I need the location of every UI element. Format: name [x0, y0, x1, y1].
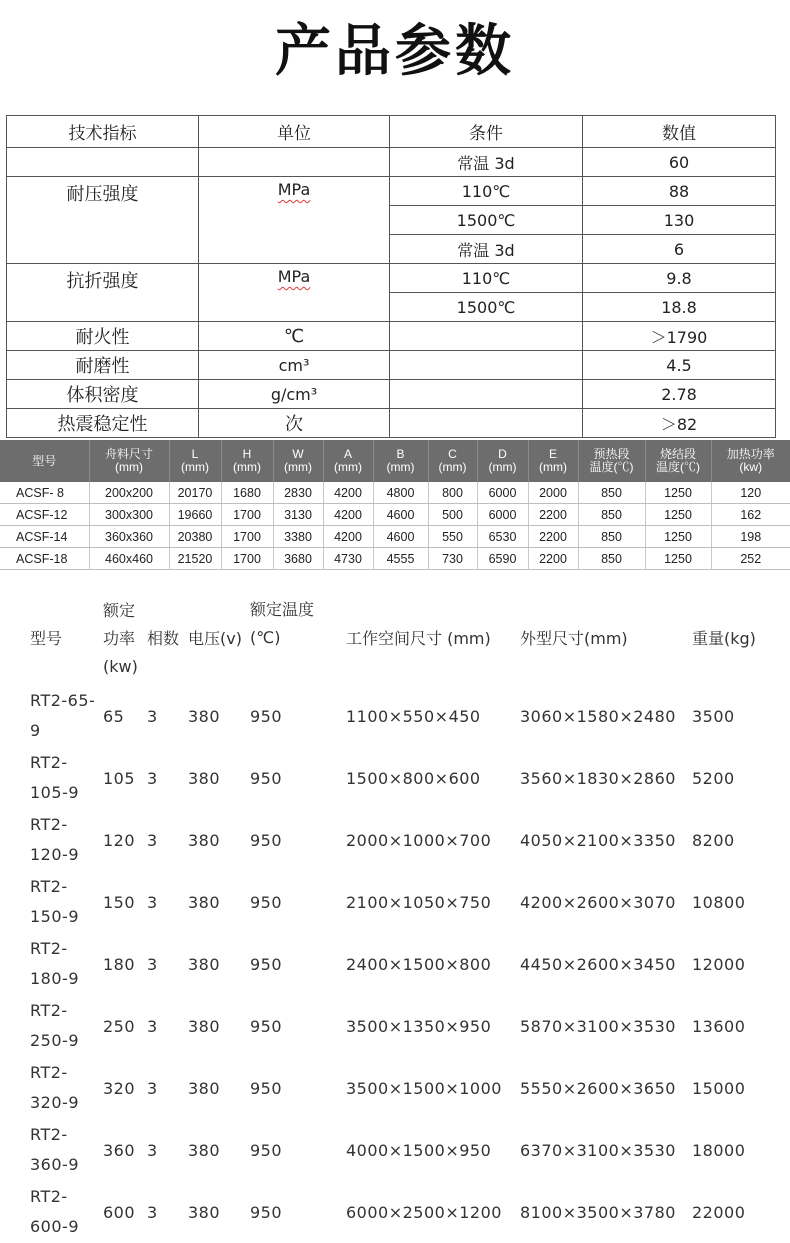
model-line: 9	[30, 721, 41, 740]
work-cell: 6000×2500×1200	[346, 1202, 502, 1222]
unit-text: MPa	[277, 180, 311, 199]
density-label: 体积密度	[7, 380, 199, 409]
table-cell: 300x300	[89, 504, 169, 526]
weight-cell: 12000	[692, 954, 746, 974]
unit-text: MPa	[277, 267, 311, 286]
table-cell: 850	[578, 526, 645, 548]
header-line: 型号	[32, 453, 57, 468]
column-header	[0, 440, 89, 482]
thermal-shock-unit: 次	[199, 409, 390, 438]
power-cell: 120	[103, 830, 136, 850]
outer-cell: 8100×3500×3780	[520, 1202, 676, 1222]
header-line: (mm)	[386, 460, 415, 474]
header-line: (mm)	[284, 460, 312, 474]
blank-cell	[199, 148, 390, 177]
column-header	[477, 440, 528, 482]
outer-cell: 5550×2600×3650	[520, 1078, 676, 1098]
model-line: 320-9	[30, 1093, 79, 1112]
condition-cell	[390, 409, 583, 438]
table-cell: 360x360	[89, 526, 169, 548]
table-cell: 120	[711, 482, 790, 504]
temp-cell: 950	[250, 768, 283, 788]
model-cell	[30, 685, 103, 747]
power-cell: 360	[103, 1140, 136, 1160]
abrasion-unit: cm³	[199, 351, 390, 380]
outer-cell: 3560×1830×2860	[520, 768, 676, 788]
value-cell: 130	[583, 206, 776, 235]
model-cell	[30, 1057, 103, 1119]
value-cell: ＞82	[583, 409, 776, 438]
model-cell	[30, 809, 103, 871]
table-cell: 730	[428, 548, 477, 570]
header-line: E	[548, 447, 557, 461]
refractoriness-label: 耐火性	[7, 322, 199, 351]
temp-cell: 950	[250, 830, 283, 850]
column-header	[645, 440, 711, 482]
table-cell: 1250	[645, 482, 711, 504]
weight-cell: 10800	[692, 892, 746, 912]
condition-cell: 1500℃	[390, 206, 583, 235]
table-cell: 3380	[273, 526, 323, 548]
header-line: 额定	[103, 601, 136, 620]
table-cell: 850	[578, 504, 645, 526]
header-line: (mm)	[115, 460, 143, 474]
table-row	[30, 685, 770, 747]
header-line: 额定温度	[250, 600, 315, 619]
condition-cell	[390, 322, 583, 351]
condition-cell: 常温 3d	[390, 148, 583, 177]
temp-cell: 950	[250, 1140, 283, 1160]
voltage-cell: 380	[188, 954, 221, 974]
power-cell: 180	[103, 954, 136, 974]
header-line: (mm)	[488, 460, 517, 474]
table-cell: 4600	[373, 504, 428, 526]
table-cell: 19660	[169, 504, 221, 526]
flexural-strength-label: 抗折强度	[7, 264, 199, 322]
model-cell	[30, 995, 103, 1057]
column-header	[89, 440, 169, 482]
condition-cell: 1500℃	[390, 293, 583, 322]
blank-cell	[7, 148, 199, 177]
header-condition: 条件	[390, 116, 583, 148]
temp-cell: 950	[250, 892, 283, 912]
header-indicator: 技术指标	[7, 116, 199, 148]
header-line: 温度(℃)	[589, 460, 634, 474]
column-header	[323, 440, 373, 482]
power-cell: 250	[103, 1016, 136, 1036]
header-line: H	[242, 447, 252, 461]
model-line: RT2-65-	[30, 691, 96, 710]
table-cell: 800	[428, 482, 477, 504]
table-cell: 2200	[528, 548, 578, 570]
condition-cell: 110℃	[390, 177, 583, 206]
value-cell: 88	[583, 177, 776, 206]
table-row	[30, 747, 770, 809]
condition-cell: 110℃	[390, 264, 583, 293]
voltage-cell: 380	[188, 1202, 221, 1222]
voltage-cell: 380	[188, 706, 221, 726]
header-line: W	[292, 447, 304, 461]
value-cell: 18.8	[583, 293, 776, 322]
header-unit: 单位	[199, 116, 390, 148]
model-cell	[30, 1181, 103, 1243]
table-cell: 1680	[221, 482, 273, 504]
phase-cell: 3	[147, 1016, 158, 1036]
table-row	[30, 995, 770, 1057]
header-phase: 相数	[147, 629, 180, 648]
page-title: 产品参数	[275, 19, 515, 84]
work-cell: 3500×1500×1000	[346, 1078, 502, 1098]
table-cell: 4555	[373, 548, 428, 570]
table-cell: 2200	[528, 526, 578, 548]
phase-cell: 3	[147, 1202, 158, 1222]
column-header	[273, 440, 323, 482]
table-cell: 20380	[169, 526, 221, 548]
header-line: L	[191, 447, 199, 461]
header-line: 预热段	[593, 447, 630, 461]
header-work-size: 工作空间尺寸 (mm)	[346, 629, 491, 648]
table-cell: 1700	[221, 504, 273, 526]
header-outer-size: 外型尺寸(mm)	[520, 629, 628, 648]
table-cell: 460x460	[89, 548, 169, 570]
outer-cell: 4200×2600×3070	[520, 892, 676, 912]
model-line: RT2-	[30, 1187, 68, 1206]
table-cell: 1250	[645, 526, 711, 548]
column-header	[578, 440, 645, 482]
column-header	[711, 440, 790, 482]
table-cell: ACSF-14	[0, 526, 89, 548]
table-cell: 4200	[323, 526, 373, 548]
table-cell: ACSF-18	[0, 548, 89, 570]
header-line: 功率	[103, 629, 136, 648]
work-cell: 4000×1500×950	[346, 1140, 492, 1160]
temp-cell: 950	[250, 1016, 283, 1036]
table-cell: 3680	[273, 548, 323, 570]
value-cell: 2.78	[583, 380, 776, 409]
table-cell: 4730	[323, 548, 373, 570]
table-cell: 200x200	[89, 482, 169, 504]
weight-cell: 18000	[692, 1140, 746, 1160]
condition-cell: 常温 3d	[390, 235, 583, 264]
header-voltage: 电压(v)	[188, 629, 242, 648]
table-cell: 4800	[373, 482, 428, 504]
phase-cell: 3	[147, 954, 158, 974]
table-header-row	[7, 116, 776, 148]
rt2-furnace-table	[30, 593, 770, 1243]
header-line: (mm)	[233, 460, 261, 474]
model-line: 360-9	[30, 1155, 79, 1174]
header-line: C	[448, 447, 457, 461]
table-cell: 4600	[373, 526, 428, 548]
value-cell: 4.5	[583, 351, 776, 380]
header-line: (℃)	[250, 628, 281, 647]
voltage-cell: 380	[188, 1078, 221, 1098]
model-cell	[30, 1119, 103, 1181]
table-cell: 6530	[477, 526, 528, 548]
column-header	[428, 440, 477, 482]
phase-cell: 3	[147, 1078, 158, 1098]
table-row	[7, 148, 776, 177]
column-header	[373, 440, 428, 482]
value-cell: 60	[583, 148, 776, 177]
model-line: RT2-	[30, 877, 68, 896]
table-row	[7, 322, 776, 351]
model-line: RT2-	[30, 753, 68, 772]
outer-cell: 6370×3100×3530	[520, 1140, 676, 1160]
header-line: (mm)	[539, 460, 567, 474]
technical-spec-table	[6, 115, 776, 438]
temp-cell: 950	[250, 954, 283, 974]
header-rated-power	[103, 593, 147, 685]
table-row	[30, 933, 770, 995]
model-cell	[30, 871, 103, 933]
weight-cell: 8200	[692, 830, 735, 850]
work-cell: 1100×550×450	[346, 706, 481, 726]
table-row	[0, 504, 790, 526]
model-line: 600-9	[30, 1217, 79, 1236]
table-row	[7, 177, 776, 206]
table-cell: 550	[428, 526, 477, 548]
table-cell: 2830	[273, 482, 323, 504]
table-header-row	[30, 593, 770, 685]
table-cell: 6000	[477, 482, 528, 504]
phase-cell: 3	[147, 892, 158, 912]
temp-cell: 950	[250, 1078, 283, 1098]
table-cell: 6590	[477, 548, 528, 570]
header-line: (mm)	[334, 460, 362, 474]
compressive-strength-unit	[199, 177, 390, 264]
table-cell: 21520	[169, 548, 221, 570]
model-line: RT2-	[30, 815, 68, 834]
work-cell: 2000×1000×700	[346, 830, 492, 850]
outer-cell: 4050×2100×3350	[520, 830, 676, 850]
table-cell: 1250	[645, 504, 711, 526]
acsf-dimension-table	[0, 440, 790, 570]
table-row	[0, 526, 790, 548]
thermal-shock-label: 热震稳定性	[7, 409, 199, 438]
column-header	[528, 440, 578, 482]
header-line: D	[498, 447, 507, 461]
work-cell: 1500×800×600	[346, 768, 481, 788]
outer-cell: 4450×2600×3450	[520, 954, 676, 974]
work-cell: 2400×1500×800	[346, 954, 492, 974]
header-model: 型号	[30, 629, 63, 648]
table-cell: 850	[578, 548, 645, 570]
temp-cell: 950	[250, 1202, 283, 1222]
weight-cell: 22000	[692, 1202, 746, 1222]
model-line: RT2-	[30, 1125, 68, 1144]
voltage-cell: 380	[188, 1016, 221, 1036]
table-cell: 4200	[323, 482, 373, 504]
model-cell	[30, 933, 103, 995]
model-line: 150-9	[30, 907, 79, 926]
header-line: (mm)	[438, 460, 467, 474]
table-cell: 2000	[528, 482, 578, 504]
table-row	[30, 1057, 770, 1119]
table-header-row	[0, 440, 790, 482]
compressive-strength-label: 耐压强度	[7, 177, 199, 264]
column-header	[169, 440, 221, 482]
model-line: 105-9	[30, 783, 79, 802]
header-line: 温度(℃)	[656, 460, 700, 474]
model-line: RT2-	[30, 1063, 68, 1082]
column-header	[221, 440, 273, 482]
table-row	[7, 409, 776, 438]
value-cell: 6	[583, 235, 776, 264]
temp-cell: 950	[250, 706, 283, 726]
table-cell: 4200	[323, 504, 373, 526]
table-cell: 162	[711, 504, 790, 526]
table-row	[0, 482, 790, 504]
condition-cell	[390, 380, 583, 409]
phase-cell: 3	[147, 706, 158, 726]
work-cell: 2100×1050×750	[346, 892, 492, 912]
table-cell: 850	[578, 482, 645, 504]
phase-cell: 3	[147, 830, 158, 850]
table-row	[30, 809, 770, 871]
phase-cell: 3	[147, 768, 158, 788]
table-row	[30, 1119, 770, 1181]
table-row	[30, 871, 770, 933]
power-cell: 600	[103, 1202, 136, 1222]
power-cell: 105	[103, 768, 136, 788]
table-cell: ACSF-12	[0, 504, 89, 526]
value-cell: ＞1790	[583, 322, 776, 351]
model-line: 250-9	[30, 1031, 79, 1050]
table-cell: 1250	[645, 548, 711, 570]
refractoriness-unit: ℃	[199, 322, 390, 351]
voltage-cell: 380	[188, 1140, 221, 1160]
voltage-cell: 380	[188, 768, 221, 788]
table-cell: 1700	[221, 526, 273, 548]
table-cell: ACSF- 8	[0, 482, 89, 504]
table-row	[7, 380, 776, 409]
weight-cell: 15000	[692, 1078, 746, 1098]
header-line: 烧结段	[659, 447, 696, 461]
header-value: 数值	[583, 116, 776, 148]
voltage-cell: 380	[188, 830, 221, 850]
value-cell: 9.8	[583, 264, 776, 293]
table-row	[7, 351, 776, 380]
voltage-cell: 380	[188, 892, 221, 912]
weight-cell: 13600	[692, 1016, 746, 1036]
power-cell: 320	[103, 1078, 136, 1098]
table-row	[7, 264, 776, 293]
outer-cell: 3060×1580×2480	[520, 706, 676, 726]
weight-cell: 5200	[692, 768, 735, 788]
model-cell	[30, 747, 103, 809]
table-cell: 198	[711, 526, 790, 548]
model-line: 120-9	[30, 845, 79, 864]
model-line: 180-9	[30, 969, 79, 988]
header-rated-temp	[250, 593, 346, 685]
phase-cell: 3	[147, 1140, 158, 1160]
table-cell: 2200	[528, 504, 578, 526]
table-cell: 6000	[477, 504, 528, 526]
abrasion-label: 耐磨性	[7, 351, 199, 380]
power-cell: 65	[103, 706, 125, 726]
table-cell: 3130	[273, 504, 323, 526]
density-unit: g/cm³	[199, 380, 390, 409]
header-weight: 重量(kg)	[692, 629, 756, 648]
header-line: (kw)	[739, 460, 763, 474]
table-cell: 20170	[169, 482, 221, 504]
outer-cell: 5870×3100×3530	[520, 1016, 676, 1036]
table-cell: 500	[428, 504, 477, 526]
flexural-strength-unit	[199, 264, 390, 322]
table-cell: 252	[711, 548, 790, 570]
weight-cell: 3500	[692, 706, 735, 726]
work-cell: 3500×1350×950	[346, 1016, 492, 1036]
header-line: 加热功率	[726, 447, 775, 461]
table-row	[30, 1181, 770, 1243]
table-row	[0, 548, 790, 570]
header-line: B	[396, 447, 405, 461]
model-line: RT2-	[30, 1001, 68, 1020]
model-line: RT2-	[30, 939, 68, 958]
table-cell: 1700	[221, 548, 273, 570]
header-line: (mm)	[181, 460, 209, 474]
power-cell: 150	[103, 892, 136, 912]
header-line: (kw)	[103, 657, 138, 676]
header-line: A	[343, 447, 352, 461]
condition-cell	[390, 351, 583, 380]
header-line: 舟料尺寸	[104, 447, 153, 461]
